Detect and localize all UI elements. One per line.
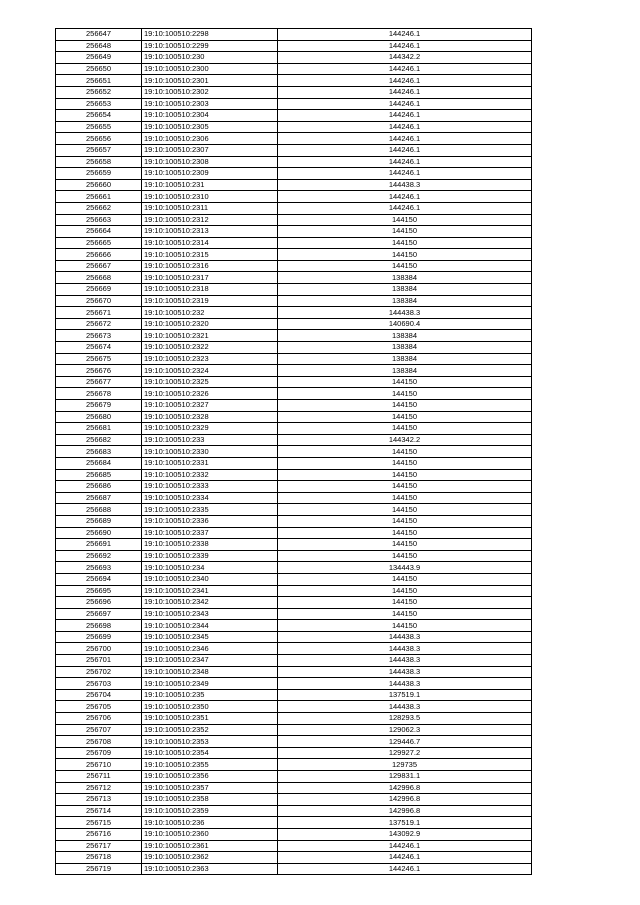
table-row (56, 631, 532, 643)
row-number-cell: 256719 (56, 863, 142, 875)
cadastral-number-cell: 19:10:100510:2305 (142, 121, 278, 133)
table-row (56, 330, 532, 342)
table-row (56, 701, 532, 713)
cadastral-number-cell: 19:10:100510:2300 (142, 63, 278, 75)
value-cell: 142996.8 (278, 782, 532, 794)
table-row (56, 226, 532, 238)
cadastral-number-cell: 19:10:100510:230 (142, 52, 278, 64)
table-row (56, 63, 532, 75)
cadastral-number-cell: 19:10:100510:2340 (142, 573, 278, 585)
value-cell: 144150 (278, 539, 532, 551)
value-cell: 144438.3 (278, 666, 532, 678)
cadastral-number-cell: 19:10:100510:2341 (142, 585, 278, 597)
table-row (56, 376, 532, 388)
value-cell: 144150 (278, 446, 532, 458)
cadastral-number-cell: 19:10:100510:2357 (142, 782, 278, 794)
row-number-cell: 256658 (56, 156, 142, 168)
row-number-cell: 256677 (56, 376, 142, 388)
table-row (56, 573, 532, 585)
row-number-cell: 256659 (56, 168, 142, 180)
table-row (56, 655, 532, 667)
cadastral-number-cell: 19:10:100510:2334 (142, 492, 278, 504)
cadastral-number-cell: 19:10:100510:2298 (142, 29, 278, 41)
cadastral-number-cell: 19:10:100510:2363 (142, 863, 278, 875)
cadastral-number-cell: 19:10:100510:2314 (142, 237, 278, 249)
value-cell: 128293.5 (278, 713, 532, 725)
cadastral-number-cell: 19:10:100510:2360 (142, 828, 278, 840)
cadastral-number-cell: 19:10:100510:2320 (142, 318, 278, 330)
row-number-cell: 256693 (56, 562, 142, 574)
cadastral-number-cell: 19:10:100510:2322 (142, 342, 278, 354)
cadastral-number-cell: 19:10:100510:234 (142, 562, 278, 574)
value-cell: 142996.8 (278, 794, 532, 806)
row-number-cell: 256672 (56, 318, 142, 330)
row-number-cell: 256661 (56, 191, 142, 203)
table-row (56, 342, 532, 354)
table-row (56, 202, 532, 214)
table-row (56, 121, 532, 133)
cadastral-number-cell: 19:10:100510:2348 (142, 666, 278, 678)
row-number-cell: 256688 (56, 504, 142, 516)
cadastral-number-cell: 19:10:100510:2330 (142, 446, 278, 458)
value-cell: 138384 (278, 365, 532, 377)
value-cell: 129735 (278, 759, 532, 771)
value-cell: 144246.1 (278, 40, 532, 52)
table-row (56, 40, 532, 52)
row-number-cell: 256668 (56, 272, 142, 284)
row-number-cell: 256696 (56, 597, 142, 609)
value-cell: 138384 (278, 353, 532, 365)
value-cell: 144438.3 (278, 307, 532, 319)
cadastral-number-cell: 19:10:100510:2328 (142, 411, 278, 423)
table-row (56, 840, 532, 852)
cadastral-number-cell: 19:10:100510:2311 (142, 202, 278, 214)
cadastral-number-cell: 19:10:100510:2316 (142, 260, 278, 272)
cadastral-number-cell: 19:10:100510:2354 (142, 747, 278, 759)
value-cell: 142996.8 (278, 805, 532, 817)
cadastral-number-cell: 19:10:100510:2306 (142, 133, 278, 145)
cadastral-number-cell: 19:10:100510:231 (142, 179, 278, 191)
value-cell: 144150 (278, 620, 532, 632)
cadastral-number-cell: 19:10:100510:2344 (142, 620, 278, 632)
cadastral-number-cell: 19:10:100510:2303 (142, 98, 278, 110)
row-number-cell: 256681 (56, 423, 142, 435)
cadastral-number-cell: 19:10:100510:2321 (142, 330, 278, 342)
table-row (56, 771, 532, 783)
value-cell: 144150 (278, 515, 532, 527)
table-row (56, 284, 532, 296)
cadastral-number-cell: 19:10:100510:2307 (142, 144, 278, 156)
row-number-cell: 256710 (56, 759, 142, 771)
row-number-cell: 256654 (56, 110, 142, 122)
value-cell: 140690.4 (278, 318, 532, 330)
row-number-cell: 256706 (56, 713, 142, 725)
row-number-cell: 256648 (56, 40, 142, 52)
table-row (56, 608, 532, 620)
cadastral-number-cell: 19:10:100510:2355 (142, 759, 278, 771)
table-row (56, 168, 532, 180)
table-row (56, 562, 532, 574)
table-row (56, 794, 532, 806)
table-row (56, 388, 532, 400)
row-number-cell: 256657 (56, 144, 142, 156)
value-cell: 144150 (278, 457, 532, 469)
row-number-cell: 256669 (56, 284, 142, 296)
row-number-cell: 256689 (56, 515, 142, 527)
cadastral-number-cell: 19:10:100510:2308 (142, 156, 278, 168)
value-cell: 144246.1 (278, 75, 532, 87)
cadastral-number-cell: 19:10:100510:2310 (142, 191, 278, 203)
table-row (56, 423, 532, 435)
table-row (56, 307, 532, 319)
row-number-cell: 256679 (56, 400, 142, 412)
row-number-cell: 256680 (56, 411, 142, 423)
table-row (56, 539, 532, 551)
row-number-cell: 256711 (56, 771, 142, 783)
cadastral-number-cell: 19:10:100510:2323 (142, 353, 278, 365)
value-cell: 144246.1 (278, 168, 532, 180)
value-cell: 144438.3 (278, 179, 532, 191)
row-number-cell: 256662 (56, 202, 142, 214)
value-cell: 144150 (278, 585, 532, 597)
row-number-cell: 256684 (56, 457, 142, 469)
table-row (56, 597, 532, 609)
cadastral-number-cell: 19:10:100510:2352 (142, 724, 278, 736)
row-number-cell: 256653 (56, 98, 142, 110)
cadastral-number-cell: 19:10:100510:2362 (142, 852, 278, 864)
table-row (56, 620, 532, 632)
table-row (56, 260, 532, 272)
cadastral-number-cell: 19:10:100510:2345 (142, 631, 278, 643)
row-number-cell: 256682 (56, 434, 142, 446)
cadastral-number-cell: 19:10:100510:2343 (142, 608, 278, 620)
table-row (56, 678, 532, 690)
row-number-cell: 256700 (56, 643, 142, 655)
row-number-cell: 256651 (56, 75, 142, 87)
row-number-cell: 256698 (56, 620, 142, 632)
row-number-cell: 256697 (56, 608, 142, 620)
row-number-cell: 256665 (56, 237, 142, 249)
cadastral-number-cell: 19:10:100510:2338 (142, 539, 278, 551)
cadastral-number-cell: 19:10:100510:2350 (142, 701, 278, 713)
table-row (56, 318, 532, 330)
cadastral-number-cell: 19:10:100510:2337 (142, 527, 278, 539)
cadastral-number-cell: 19:10:100510:2313 (142, 226, 278, 238)
table-row (56, 736, 532, 748)
value-cell: 144342.2 (278, 52, 532, 64)
table-row (56, 457, 532, 469)
value-cell: 144150 (278, 481, 532, 493)
value-cell: 144150 (278, 226, 532, 238)
cadastral-number-cell: 19:10:100510:2351 (142, 713, 278, 725)
row-number-cell: 256649 (56, 52, 142, 64)
table-row (56, 365, 532, 377)
row-number-cell: 256652 (56, 86, 142, 98)
cadastral-number-cell: 19:10:100510:2336 (142, 515, 278, 527)
cadastral-number-cell: 19:10:100510:232 (142, 307, 278, 319)
row-number-cell: 256691 (56, 539, 142, 551)
table-row (56, 469, 532, 481)
cadastral-number-cell: 19:10:100510:2309 (142, 168, 278, 180)
row-number-cell: 256664 (56, 226, 142, 238)
value-cell: 143092.9 (278, 828, 532, 840)
table-body (56, 29, 532, 875)
value-cell: 144150 (278, 260, 532, 272)
value-cell: 129062.3 (278, 724, 532, 736)
cadastral-number-cell: 19:10:100510:2331 (142, 457, 278, 469)
row-number-cell: 256702 (56, 666, 142, 678)
cadastral-number-cell: 19:10:100510:2325 (142, 376, 278, 388)
cadastral-number-cell: 19:10:100510:2315 (142, 249, 278, 261)
cadastral-number-cell: 19:10:100510:236 (142, 817, 278, 829)
row-number-cell: 256687 (56, 492, 142, 504)
table-row (56, 295, 532, 307)
table-row (56, 156, 532, 168)
table-row (56, 863, 532, 875)
row-number-cell: 256701 (56, 655, 142, 667)
cadastral-number-cell: 19:10:100510:2359 (142, 805, 278, 817)
table-row (56, 481, 532, 493)
table-row (56, 724, 532, 736)
value-cell: 134443.9 (278, 562, 532, 574)
table-row (56, 817, 532, 829)
row-number-cell: 256685 (56, 469, 142, 481)
value-cell: 144246.1 (278, 110, 532, 122)
value-cell: 138384 (278, 272, 532, 284)
value-cell: 129831.1 (278, 771, 532, 783)
value-cell: 144150 (278, 376, 532, 388)
cadastral-number-cell: 19:10:100510:2335 (142, 504, 278, 516)
row-number-cell: 256650 (56, 63, 142, 75)
cadastral-number-cell: 19:10:100510:2347 (142, 655, 278, 667)
value-cell: 144246.1 (278, 86, 532, 98)
row-number-cell: 256699 (56, 631, 142, 643)
table-row (56, 75, 532, 87)
value-cell: 129927.2 (278, 747, 532, 759)
value-cell: 138384 (278, 295, 532, 307)
table-row (56, 446, 532, 458)
value-cell: 138384 (278, 284, 532, 296)
table-row (56, 52, 532, 64)
table-row (56, 550, 532, 562)
value-cell: 144438.3 (278, 631, 532, 643)
value-cell: 137519.1 (278, 817, 532, 829)
value-cell: 144150 (278, 550, 532, 562)
cadastral-number-cell: 19:10:100510:2361 (142, 840, 278, 852)
value-cell: 144246.1 (278, 852, 532, 864)
row-number-cell: 256714 (56, 805, 142, 817)
cadastral-number-cell: 19:10:100510:2318 (142, 284, 278, 296)
cadastral-number-cell: 19:10:100510:2353 (142, 736, 278, 748)
row-number-cell: 256713 (56, 794, 142, 806)
row-number-cell: 256708 (56, 736, 142, 748)
row-number-cell: 256656 (56, 133, 142, 145)
table-row (56, 191, 532, 203)
value-cell: 144150 (278, 249, 532, 261)
table-row (56, 411, 532, 423)
row-number-cell: 256709 (56, 747, 142, 759)
table-row (56, 527, 532, 539)
value-cell: 138384 (278, 342, 532, 354)
row-number-cell: 256678 (56, 388, 142, 400)
table-row (56, 98, 532, 110)
value-cell: 144246.1 (278, 191, 532, 203)
row-number-cell: 256676 (56, 365, 142, 377)
table-row (56, 214, 532, 226)
cadastral-number-cell: 19:10:100510:2332 (142, 469, 278, 481)
row-number-cell: 256704 (56, 689, 142, 701)
value-cell: 129446.7 (278, 736, 532, 748)
value-cell: 144246.1 (278, 144, 532, 156)
cadastral-number-cell: 19:10:100510:2356 (142, 771, 278, 783)
row-number-cell: 256683 (56, 446, 142, 458)
table-row (56, 585, 532, 597)
row-number-cell: 256694 (56, 573, 142, 585)
table-row (56, 492, 532, 504)
cadastral-number-cell: 19:10:100510:2342 (142, 597, 278, 609)
table-row (56, 515, 532, 527)
table-row (56, 237, 532, 249)
cadastral-number-cell: 19:10:100510:2302 (142, 86, 278, 98)
value-cell: 144150 (278, 423, 532, 435)
table-row (56, 272, 532, 284)
value-cell: 144150 (278, 388, 532, 400)
cadastral-number-cell: 19:10:100510:2346 (142, 643, 278, 655)
cadastral-number-cell: 19:10:100510:2329 (142, 423, 278, 435)
row-number-cell: 256707 (56, 724, 142, 736)
cadastral-number-cell: 19:10:100510:2358 (142, 794, 278, 806)
cadastral-number-cell: 19:10:100510:2304 (142, 110, 278, 122)
table-row (56, 144, 532, 156)
row-number-cell: 256695 (56, 585, 142, 597)
value-cell: 144246.1 (278, 98, 532, 110)
value-cell: 144150 (278, 504, 532, 516)
value-cell: 144150 (278, 237, 532, 249)
data-table (55, 28, 532, 875)
row-number-cell: 256712 (56, 782, 142, 794)
cadastral-number-cell: 19:10:100510:2319 (142, 295, 278, 307)
table-row (56, 353, 532, 365)
row-number-cell: 256663 (56, 214, 142, 226)
value-cell: 144246.1 (278, 840, 532, 852)
cadastral-number-cell: 19:10:100510:235 (142, 689, 278, 701)
value-cell: 144246.1 (278, 63, 532, 75)
cadastral-number-cell: 19:10:100510:2339 (142, 550, 278, 562)
row-number-cell: 256715 (56, 817, 142, 829)
cadastral-number-cell: 19:10:100510:2326 (142, 388, 278, 400)
table-row (56, 852, 532, 864)
value-cell: 144246.1 (278, 202, 532, 214)
row-number-cell: 256718 (56, 852, 142, 864)
value-cell: 144438.3 (278, 643, 532, 655)
table-row (56, 666, 532, 678)
table-row (56, 713, 532, 725)
value-cell: 144150 (278, 597, 532, 609)
row-number-cell: 256666 (56, 249, 142, 261)
table-row (56, 805, 532, 817)
value-cell: 144438.3 (278, 678, 532, 690)
value-cell: 144438.3 (278, 701, 532, 713)
table-row (56, 133, 532, 145)
row-number-cell: 256674 (56, 342, 142, 354)
table-row (56, 434, 532, 446)
value-cell: 144150 (278, 469, 532, 481)
value-cell: 144246.1 (278, 133, 532, 145)
row-number-cell: 256675 (56, 353, 142, 365)
value-cell: 144246.1 (278, 156, 532, 168)
value-cell: 144246.1 (278, 29, 532, 41)
table-row (56, 782, 532, 794)
value-cell: 144246.1 (278, 863, 532, 875)
row-number-cell: 256670 (56, 295, 142, 307)
row-number-cell: 256716 (56, 828, 142, 840)
value-cell: 138384 (278, 330, 532, 342)
table-row (56, 759, 532, 771)
value-cell: 144342.2 (278, 434, 532, 446)
value-cell: 144150 (278, 400, 532, 412)
table-row (56, 86, 532, 98)
row-number-cell: 256703 (56, 678, 142, 690)
table-row (56, 400, 532, 412)
cadastral-number-cell: 19:10:100510:2349 (142, 678, 278, 690)
row-number-cell: 256673 (56, 330, 142, 342)
table-row (56, 179, 532, 191)
cadastral-number-cell: 19:10:100510:2312 (142, 214, 278, 226)
value-cell: 144150 (278, 492, 532, 504)
value-cell: 144150 (278, 527, 532, 539)
row-number-cell: 256692 (56, 550, 142, 562)
table-row (56, 747, 532, 759)
row-number-cell: 256667 (56, 260, 142, 272)
value-cell: 144150 (278, 573, 532, 585)
table-row (56, 29, 532, 41)
cadastral-number-cell: 19:10:100510:233 (142, 434, 278, 446)
row-number-cell: 256686 (56, 481, 142, 493)
value-cell: 144150 (278, 608, 532, 620)
row-number-cell: 256647 (56, 29, 142, 41)
value-cell: 144438.3 (278, 655, 532, 667)
cadastral-number-cell: 19:10:100510:2333 (142, 481, 278, 493)
row-number-cell: 256671 (56, 307, 142, 319)
row-number-cell: 256705 (56, 701, 142, 713)
cadastral-number-cell: 19:10:100510:2327 (142, 400, 278, 412)
table-row (56, 110, 532, 122)
cadastral-number-cell: 19:10:100510:2301 (142, 75, 278, 87)
value-cell: 144150 (278, 214, 532, 226)
row-number-cell: 256717 (56, 840, 142, 852)
value-cell: 144150 (278, 411, 532, 423)
value-cell: 137519.1 (278, 689, 532, 701)
table-row (56, 504, 532, 516)
value-cell: 144246.1 (278, 121, 532, 133)
table-row (56, 828, 532, 840)
row-number-cell: 256655 (56, 121, 142, 133)
cadastral-number-cell: 19:10:100510:2324 (142, 365, 278, 377)
row-number-cell: 256660 (56, 179, 142, 191)
table-row (56, 643, 532, 655)
row-number-cell: 256690 (56, 527, 142, 539)
table-row (56, 249, 532, 261)
table-row (56, 689, 532, 701)
cadastral-number-cell: 19:10:100510:2317 (142, 272, 278, 284)
cadastral-number-cell: 19:10:100510:2299 (142, 40, 278, 52)
